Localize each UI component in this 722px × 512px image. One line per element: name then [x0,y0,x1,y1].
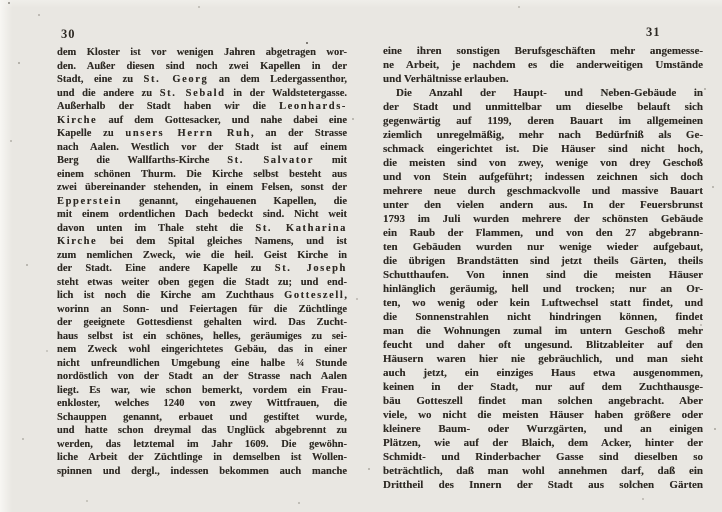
text-line: die Sonnenstrahlen nicht hindringen können, findet [383,311,703,323]
text-line: keinen in der Stadt, nur auf dem Zuchthausge- [383,381,703,393]
text-line: Außerhalb der Stadt haben wir die Leonhards- [57,101,347,112]
letterspaced-text: St. Salvator [227,155,315,166]
text-line: unter den vielen andern aus. In der Feuersbrunst [383,199,703,211]
text-line: einem schönen Thurm. Die Kirche selbst besteht aus [57,168,347,180]
paper-specks [0,0,2,2]
text-line: Epperstein genannt, eingehauenen Kapellen, die [57,195,347,207]
text-line: und von Stein aufgeführt; indessen zeichnen sich doch [383,171,703,183]
text-line: und die andere zu St. Sebald in der Waldstetergasse. [57,87,347,99]
text-line: ne Arbeit, je nachdem es die anderweitigen Umstände [383,59,703,71]
text-line: zwei übereinander stehenden, in einem Felsen, sonst der [57,182,347,193]
page-number-left: 30 [61,27,76,41]
text-line: kleinere Baum- oder Wurzgärten, und an einigen [383,423,703,435]
letterspaced-text: Kirche [57,236,98,247]
text-line: schmack eingerichtet ist. Die Häuser sind nicht hoch, [383,143,703,155]
text-line: ten, wo wenig oder kein Luftwechsel statt findet, und [383,297,703,309]
text-line: Kirche bei dem Spital gleiches Namens, und ist [57,236,347,247]
letterspaced-text: St. Joseph [274,263,347,274]
text-line: lich ist noch die Kirche am Zuchthaus Gotteszell, [57,290,347,301]
text-line: und Verhältnisse erlauben. [383,73,509,85]
text-line: worinn an Sonn- und Feiertagen für die Züchtlinge [57,303,347,315]
text-line: Plätzen, wie auf der Blaich, dem Acker, hinter der [383,437,703,449]
letterspaced-text: St. Georg [143,74,209,85]
text-line: beträchtlich, daß man wohl annehmen darf, daß ein [383,465,703,477]
letterspaced-text: St. Sebald [159,87,226,99]
text-line: ten Gebäuden wurden nur wenige wieder aufgebaut, [383,241,703,253]
text-line: Häusern waren hier nie gebräuchlich, und man sieht [383,353,703,365]
text-line: Stadt, eine zu St. Georg an dem Ledergassenthor, [57,74,347,85]
text-line: die übrigen Brandstätten sind jetzt theils Gärten, theils [383,255,703,267]
text-line: der Stadt und unmittelbar um dieselbe belauft sich [383,101,703,113]
text-line: enkloster, welches 1240 von zwey Wittfrauen, die [57,398,347,409]
text-line: mit einem ordentlichen Dach bedeckt sind. Nicht weit [57,209,347,220]
letterspaced-text: Kirche [57,114,98,126]
text-line: der geeignete Gottesdienst gehalten wird. Das Zucht- [57,317,347,328]
text-line: die meisten sind von zwey, wenige von drey Geschoß [383,157,703,169]
text-line: liegt. Es war, wie schon bemerkt, vordem ein Frau- [57,384,347,396]
text-line: auch jetzt, ein einziges Haus etwa ausgenommen, [383,367,703,379]
text-line: Kirche auf dem Gottesacker, und nahe dabei eine [57,114,347,126]
scan-top-edge [0,0,722,8]
text-line: und hatte schon dreymal das Unglück abgebrennt zu [57,425,347,436]
text-line: Schmidt- und Rinderbacher Gasse sind dieselben so [383,451,703,463]
letterspaced-text: Leonhards- [279,101,347,112]
text-line: zum nemlichen Zweck, wie die heil. Geist Kirche in [57,249,347,261]
text-line: der Stadt. Eine andere Kapelle zu St. Joseph [57,263,347,274]
text-line: man die Wohnungen zumal im untern Geschoß mehr [383,325,703,337]
text-line: nem Zweck wohl eingerichtetes Gebäu, das in einer [57,344,347,355]
text-line: den. Außer diesen sind noch zwei Kapellen in der [57,60,347,72]
text-line: viele, wo nicht die meisten Häuser haben größere oder [383,409,703,421]
text-line: ein Raub der Flammen, und von den 27 abgebrann- [383,227,703,239]
left-page-text-block [57,46,347,478]
text-line: Schutthaufen. Von innen sind die meisten Häuser [383,269,703,281]
text-line: Kapelle zu unsers Herrn Ruh, an der Strasse [57,128,347,139]
letterspaced-text: St. Katharina [255,222,347,234]
text-line: gegenwärtig auf 1199, deren Bauart im allgemeinen [383,115,703,127]
text-line: werden, das letztemal im Jahr 1609. Die gewöhn- [57,438,347,450]
text-line: Berg die Wallfarths-Kirche St. Salvator mit [57,155,347,166]
text-line: spinnen und dergl., indessen bekommen auch manche [57,465,347,477]
text-line: nach Aalen. Westlich vor der Stadt ist auf einem [57,141,347,153]
text-line: dem Kloster ist vor wenigen Jahren abgetragen wor- [57,47,347,58]
text-line: haus selbst ist ein schönes, helles, geräumiges zu sei- [57,330,347,342]
scan-left-edge [0,0,12,512]
text-line: Drittheil des Innern der Stadt aus solchen Gärten [383,479,703,491]
letterspaced-text: Epperstein [57,195,123,207]
text-line: ziemlich unregelmäßig, mehr nach Bedürfniß als Ge- [383,129,703,141]
text-line: steht etwas weiter oben gegen die Stadt zu; und end- [57,276,347,288]
text-line: nordöstlich von der Stadt an der Strasse nach Aalen [57,371,347,382]
text-line: 1793 im Juli wurden mehrere der schönsten Gebäude [383,213,703,225]
text-line: nicht unfreundlichen Umgebung eine halbe ¼ Stunde [57,357,347,369]
text-line: davon unten im Thale steht die St. Katharina [57,222,347,234]
text-line: Die Anzahl der Haupt- und Neben-Gebäude in [396,87,703,99]
text-line: hinlänglich geräumig, hell und trocken; nur an Or- [383,283,703,295]
text-line: bäu Gotteszell findet man solchen angebracht. Aber [383,395,703,407]
text-line: feucht und daher oft ungesund. Blitzableiter auf den [383,339,703,351]
text-line: Schauppen genannt, erbauet und gestiftet wurde, [57,411,347,423]
letterspaced-text: Gotteszell [284,290,345,301]
letterspaced-text: unsers Herrn Ruh [125,128,251,139]
right-page-text-block [383,44,703,492]
text-line: eine ihren sonstigen Berufsgeschäften mehr angemesse- [383,45,703,57]
page-number-right: 31 [646,25,661,39]
text-line: liche Arbeit der Züchtlinge in demselben ist Wollen- [57,452,347,463]
text-line: mehrere neue durch geschmackvolle und massive Bauart [383,185,703,197]
